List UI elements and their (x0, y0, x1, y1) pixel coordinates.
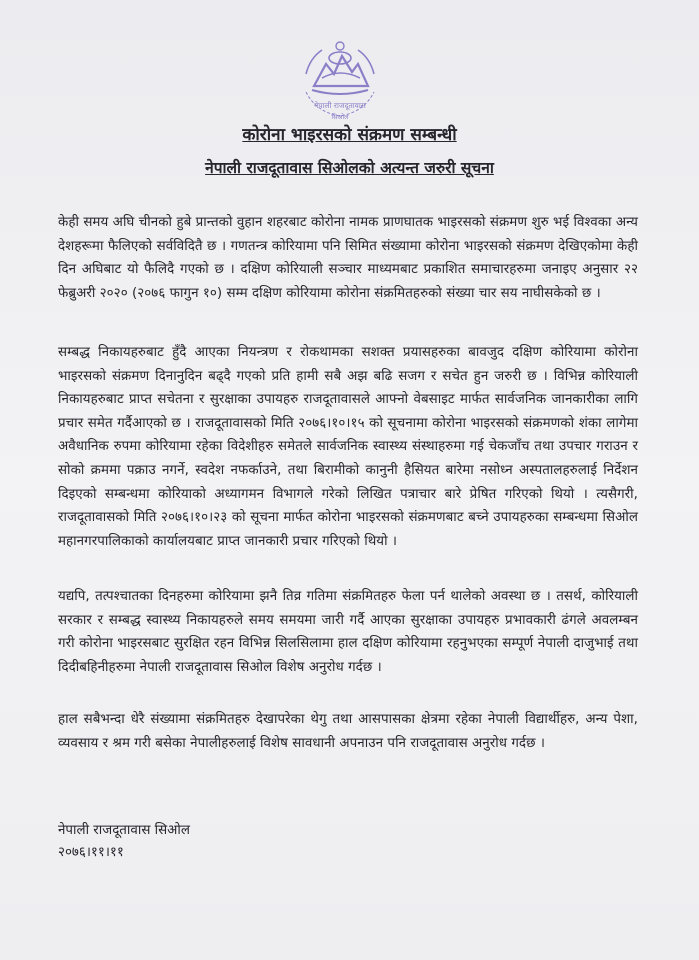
svg-text:नेपाली राजदूतावास: नेपाली राजदूतावास (314, 101, 366, 110)
notice-paragraph: यद्यपि, तत्पश्चातका दिनहरुमा कोरियामा झनै तिव्र गतिमा संक्रमितहरु फेला पर्न थालेको अवस्था छ । तसर्थ, कोरियाली सरकार र सम्बद्ध स्वास्थ्य निकायहरुले समय समयमा जारी गर्दै आएका सुरक्षाका उपायहरु प्रभावकारी ढंगले अवलम्बन गरी कोरोना भाइरसबाट सुरक्षित रहन विभिन्न सिलसिलामा हाल दक्षिण कोरियामा रहनुभएका सम्पूर्ण नेपाली दाजुभाई तथा दिदीबहिनीहरुमा नेपाली राजदूतावास सिओल विशेष अनुरोध गर्दछ । (58, 589, 638, 675)
signoff-block (58, 820, 190, 864)
notice-title: कोरोना भाइरसको संक्रमण सम्बन्धी (242, 125, 457, 145)
notice-paragraph: केही समय अघि चीनको हुबे प्रान्तको वुहान शहरबाट कोरोना नामक प्राणघातक भाइरसको संक्रमण शुरु भई विश्वका अन्य देशहरूमा फैलिएको सर्वविदितै छ । गणतन्त्र कोरियामा पनि सिमित संख्यामा कोरोना भाइरसको संक्रमण देखिएकोमा केही दिन अघिबाट यो फैलिदै गएको छ । दक्षिण कोरियाली सञ्चार माध्यमबाट प्रकाशित समाचारहरुमा जनाइए अनुसार २२ फेब्रुअरी २०२० (२०७६ फागुन १०) सम्म दक्षिण कोरियामा कोरोना संक्रमितहरुको संख्या चार सय नाघीसकेको छ । (58, 215, 638, 301)
signoff-office: नेपाली राजदूतावास सिओल (58, 823, 190, 838)
emblem-icon (292, 28, 388, 124)
notice-subtitle: नेपाली राजदूतावास सिओलको अत्यन्त जरुरी सूचना (205, 159, 494, 177)
notice-paragraph: हाल सबैभन्दा धेरै संख्यामा संक्रमितहरु देखापरेका थेगु तथा आसपासका क्षेत्रमा रहेका नेपाली विद्यार्थीहरु, अन्य पेशा, व्यवसाय र श्रम गरी बसेका नेपालीहरुलाई विशेष सावधानी अपनाउन पनि राजदूतावास अनुरोध गर्दछ । (58, 712, 638, 751)
svg-text:सिओल: सिओल (331, 113, 349, 121)
signoff-date: २०७६।११।११ (58, 845, 124, 860)
embassy-emblem-stamp (292, 28, 388, 124)
notice-paragraph: सम्बद्ध निकायहरुबाट हुँदै आएका नियन्त्रण र रोकथामका सशक्त प्रयासहरुका बावजुद दक्षिण कोरियामा कोरोना भाइरसको संक्रमण दिनानुदिन बढ्दै गएको प्रति हामी सबै अझ बढि सजग र सचेत हुन जरुरी छ । विभिन्न कोरियाली निकायहरुबाट प्राप्त सचेतना र सुरक्षाका उपायहरु राजदूतावासले आफ्नो वेबसाइट मार्फत सार्वजनिक जानकारीका लागि प्रचार समेत गर्दैआएको छ । राजदूतावासको मिति २०७६।१०।१५ को सूचनामा कोरोना भाइरसको संक्रमणको शंका लागेमा अवैधानिक रुपमा कोरियामा रहेका विदेशीहरु समेतले सार्वजनिक स्वास्थ्य संस्थाहरुमा गई चेकजाँच तथा उपचार गराउन र सोको क्रममा पक्राउ नगर्ने, स्वदेश नफर्काउने, तथा बिरामीको कानुनी हैसियत बारेमा नसोध्न अस्पतालहरुलाई निर्देशन दिइएको सम्बन्धमा कोरियाको अध्यागमन विभागले गरेको लिखित पत्राचार बारे प्रेषित गरिएको थियो । त्यसैगरी, राजदूतावासको मिति २०७६।१०।२३ को सूचना मार्फत कोरोना भाइरसको संक्रमणबाट बच्ने उपायहरुका सम्बन्धमा सिओल महानगरपालिकाको कार्यालयबाट प्राप्त जानकारी प्रचार गरिएको थियो । (58, 345, 638, 549)
